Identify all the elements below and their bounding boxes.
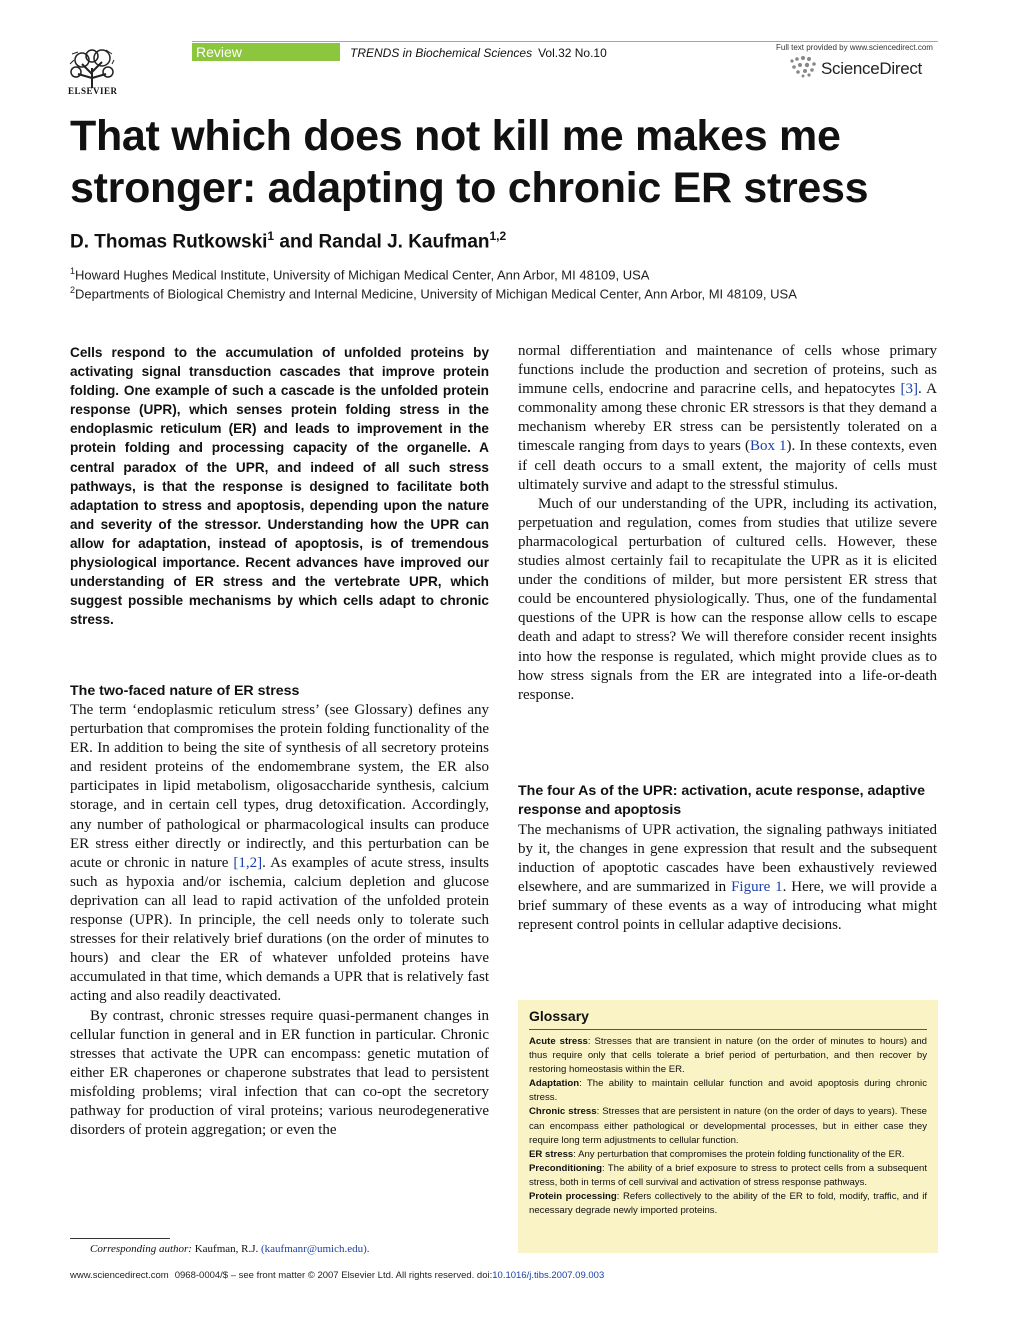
abstract: Cells respond to the accumulation of unfolded proteins by activating signal transduction cascades that improve protein folding. One example of such a cascade is the unfolded protein response (UPR), which senses protein folding stress in the endoplasmic reticulum (ER) and leads to improvement in the protein folding and processing capacity of the organelle. A central paradox of the UPR, and indeed of all such stress pathways, is that the response is designed to facilitate both adaptation to stress and apoptosis, depending upon the nature and severity of the stressor. Understanding how the UPR can allow for adaptation, instead of apoptosis, is of tremendous physiological importance. Recent advances have improved our understanding of ER stress and the vertebrate UPR, which suggest possible mechanisms by which cells adapt to chronic stress. [70,345,489,628]
glossary-term: ER stress [529,1148,574,1160]
section-body-continued [518,342,937,705]
glossary-entry [529,1105,927,1147]
glossary-definition: : Refers collectively to the ability of the ER to fold, modify, traffic, and if necessary degrade newly imported proteins. [529,1191,928,1217]
section-heading: The two-faced nature of ER stress [70,683,300,699]
paragraph: Much of our understanding of the UPR, including its activation, perpetuation and regulation, comes from studies that utilize severe pharmacological perturbation of cultured cells. However, these studies almost certainly fail to recapitulate the UPR as it is elicited under the conditions of milder, but more persistent ER stress that could be encountered physiologically. Thus, one of the fundamental questions of the UPR is how can the response allow cells to escape death and adapt to stress? We will therefore consider recent insights into how the response is regulated, which might provide clues as to how stress signals from the ER are integrated into a life-or-death response. [518,495,937,703]
glossary-box [518,1000,938,1253]
glossary-entry [529,1162,927,1190]
email-link[interactable]: (kaufmanr@umich.edu). [261,1243,370,1255]
page-footer [70,1270,610,1281]
author-list [70,229,506,253]
glossary-list [529,1035,927,1218]
box-link[interactable]: Box 1 [749,438,787,455]
affil-number: 1 [70,266,76,276]
text-run: normal differentiation and maintenance of cells whose primary functions include the production and secretion of proteins, such as immune cells, endocrine and paracrine cells, and hepatocytes [518,343,937,398]
paragraph [70,701,489,1007]
citation-link[interactable]: [1,2] [233,854,263,871]
glossary-term: Chronic stress [529,1106,597,1118]
fulltext-note: Full text provided by www.sciencedirect.com [776,43,933,52]
glossary-definition: : The ability of a brief exposure to stress to protect cells from a subsequent stress, both in terms of cell survival and activation of stress response pathways. [529,1162,927,1188]
header-rule [192,41,938,42]
sciencedirect-brand: ScienceDirect [821,59,922,78]
glossary-entry [529,1077,927,1105]
author-name: D. Thomas Rutkowski [70,231,268,253]
glossary-definition: : Any perturbation that compromises the protein folding functionality of the ER. [573,1148,905,1160]
journal-volume: Vol.32 No.10 [538,46,607,60]
author-affil-sup: 1,2 [489,229,507,243]
citation-link[interactable]: [3] [900,381,918,398]
affiliation-1 [70,266,649,282]
footnote-label: Corresponding author: [90,1243,192,1255]
section-body [70,701,489,1140]
article-title: That which does not kill me makes me stronger: adapting to chronic ER stress [70,112,869,212]
glossary-entry [529,1148,927,1162]
affil-number: 2 [70,285,76,295]
figure-link[interactable]: Figure 1 [731,879,783,896]
text-run: . A commonality among these chronic ER stressors is that they demand a mechanism whereby ER stress can be persistently tolerated on a timescale ranging from days to years ( [518,381,937,455]
section-heading: The four As of the UPR: activation, acute response, adaptive response and apoptosis [518,783,926,818]
glossary-definition: : The ability to maintain cellular function and avoid apoptosis during chronic stress. [529,1078,927,1104]
author-separator: and [274,231,319,253]
text-run: . Here, we will provide a brief summary of these events as a way of introducing what might represent control points in cellular adaptive decisions. [518,879,937,934]
journal-line [350,46,607,60]
glossary-term: Preconditioning [529,1162,603,1174]
glossary-term: Protein processing [529,1191,617,1203]
doi-link[interactable]: 10.1016/j.tibs.2007.09.003 [492,1270,605,1281]
affil-text: Departments of Biological Chemistry and Internal Medicine, University of Michigan Medical Center, Ann Arbor, MI 48109, USA [75,286,797,302]
paragraph [518,821,937,936]
paragraph [518,342,937,495]
text-run: ). In these contexts, even if cell death occurs to a small extent, the majority of cells must ultimately survive and adapt to the stressful stimulus. [518,438,937,493]
article-type-tab: Review [192,43,340,61]
text-run: The mechanisms of UPR activation, the signaling pathways initiated by it, the changes in gene expression that result and the subsequent induction of apoptotic cascades have been exhaustively reviewed elsewhere, and are summarized in [518,822,937,896]
paragraph: By contrast, chronic stresses require quasi-permanent changes in cellular function in general and in ER function in particular. Chronic stresses that activate the UPR can encompass: genetic mutation of either ER chaperones or chaperone substrates that lead to persistent misfolding problems; viral infection that can co-opt the secretory pathway for production of viral proteins; various neurodegenerative disorders of protein aggregation; or even the [70,1007,489,1139]
glossary-term: Adaptation [529,1078,580,1090]
glossary-term: Acute stress [529,1036,588,1047]
text-run: . As examples of acute stress, insults such as hypoxia and/or ischemia, calcium depletion and glucose deprivation can all lead to rapid activation of the unfolded protein response (UPR). In principle, the cell needs only to tolerate such stresses for their relatively brief durations (on the order of minutes to hours) and clear the ER of whatever unfolded proteins have accumulated in that time, which demands a UPR that is relatively fast acting and also readily deactivated. [70,854,489,1005]
publisher-name: ELSEVIER [68,86,118,96]
affiliation-2 [70,285,797,301]
glossary-entry [529,1035,927,1077]
footnote-name: Kaufman, R.J. [191,1243,262,1255]
text-run: The term ‘endoplasmic reticulum stress’ (see Glossary) defines any perturbation that compromises the protein folding functionality of the ER. In addition to being the site of synthesis of all secretory proteins and resident proteins of the endomembrane system, the ER also participates in lipid metabolism, oligosaccharide synthesis, calcium storage, and in certain cell types, drug detoxification. Accordingly, any number of pathological or pharmacological insults can produce ER stress either directly or indirectly, and this perturbation can be acute or chronic in nature [70,702,489,871]
glossary-definition: : Stresses that are persistent in nature (on the order of days to years). These can encompass either pathological or developmental processes, but in either case they require long term adjustments to cellular function. [529,1106,927,1146]
corresponding-author-note [90,1243,370,1255]
journal-name: TRENDS in Biochemical Sciences [350,46,533,60]
glossary-divider [529,1029,927,1030]
footer-site-link[interactable]: www.sciencedirect.com [70,1270,169,1281]
glossary-entry [529,1190,927,1218]
author-affil-sup: 1 [267,229,275,243]
author-name: Randal J. Kaufman [318,231,490,253]
glossary-title: Glossary [529,1008,589,1024]
glossary-definition: : Stresses that are transient in nature (on the order of minutes to hours) and thus require only that cells tolerate a brief period of perturbation, and then recover by restoring homeostasis within the ER. [529,1036,928,1076]
footer-rights: 0968-0004/$ – see front matter © 2007 Elsevier Ltd. All rights reserved. doi: [174,1270,493,1281]
section-body [518,821,937,936]
footnote-rule [70,1238,170,1239]
affil-text: Howard Hughes Medical Institute, University of Michigan Medical Center, Ann Arbor, MI 48109, USA [75,267,650,283]
